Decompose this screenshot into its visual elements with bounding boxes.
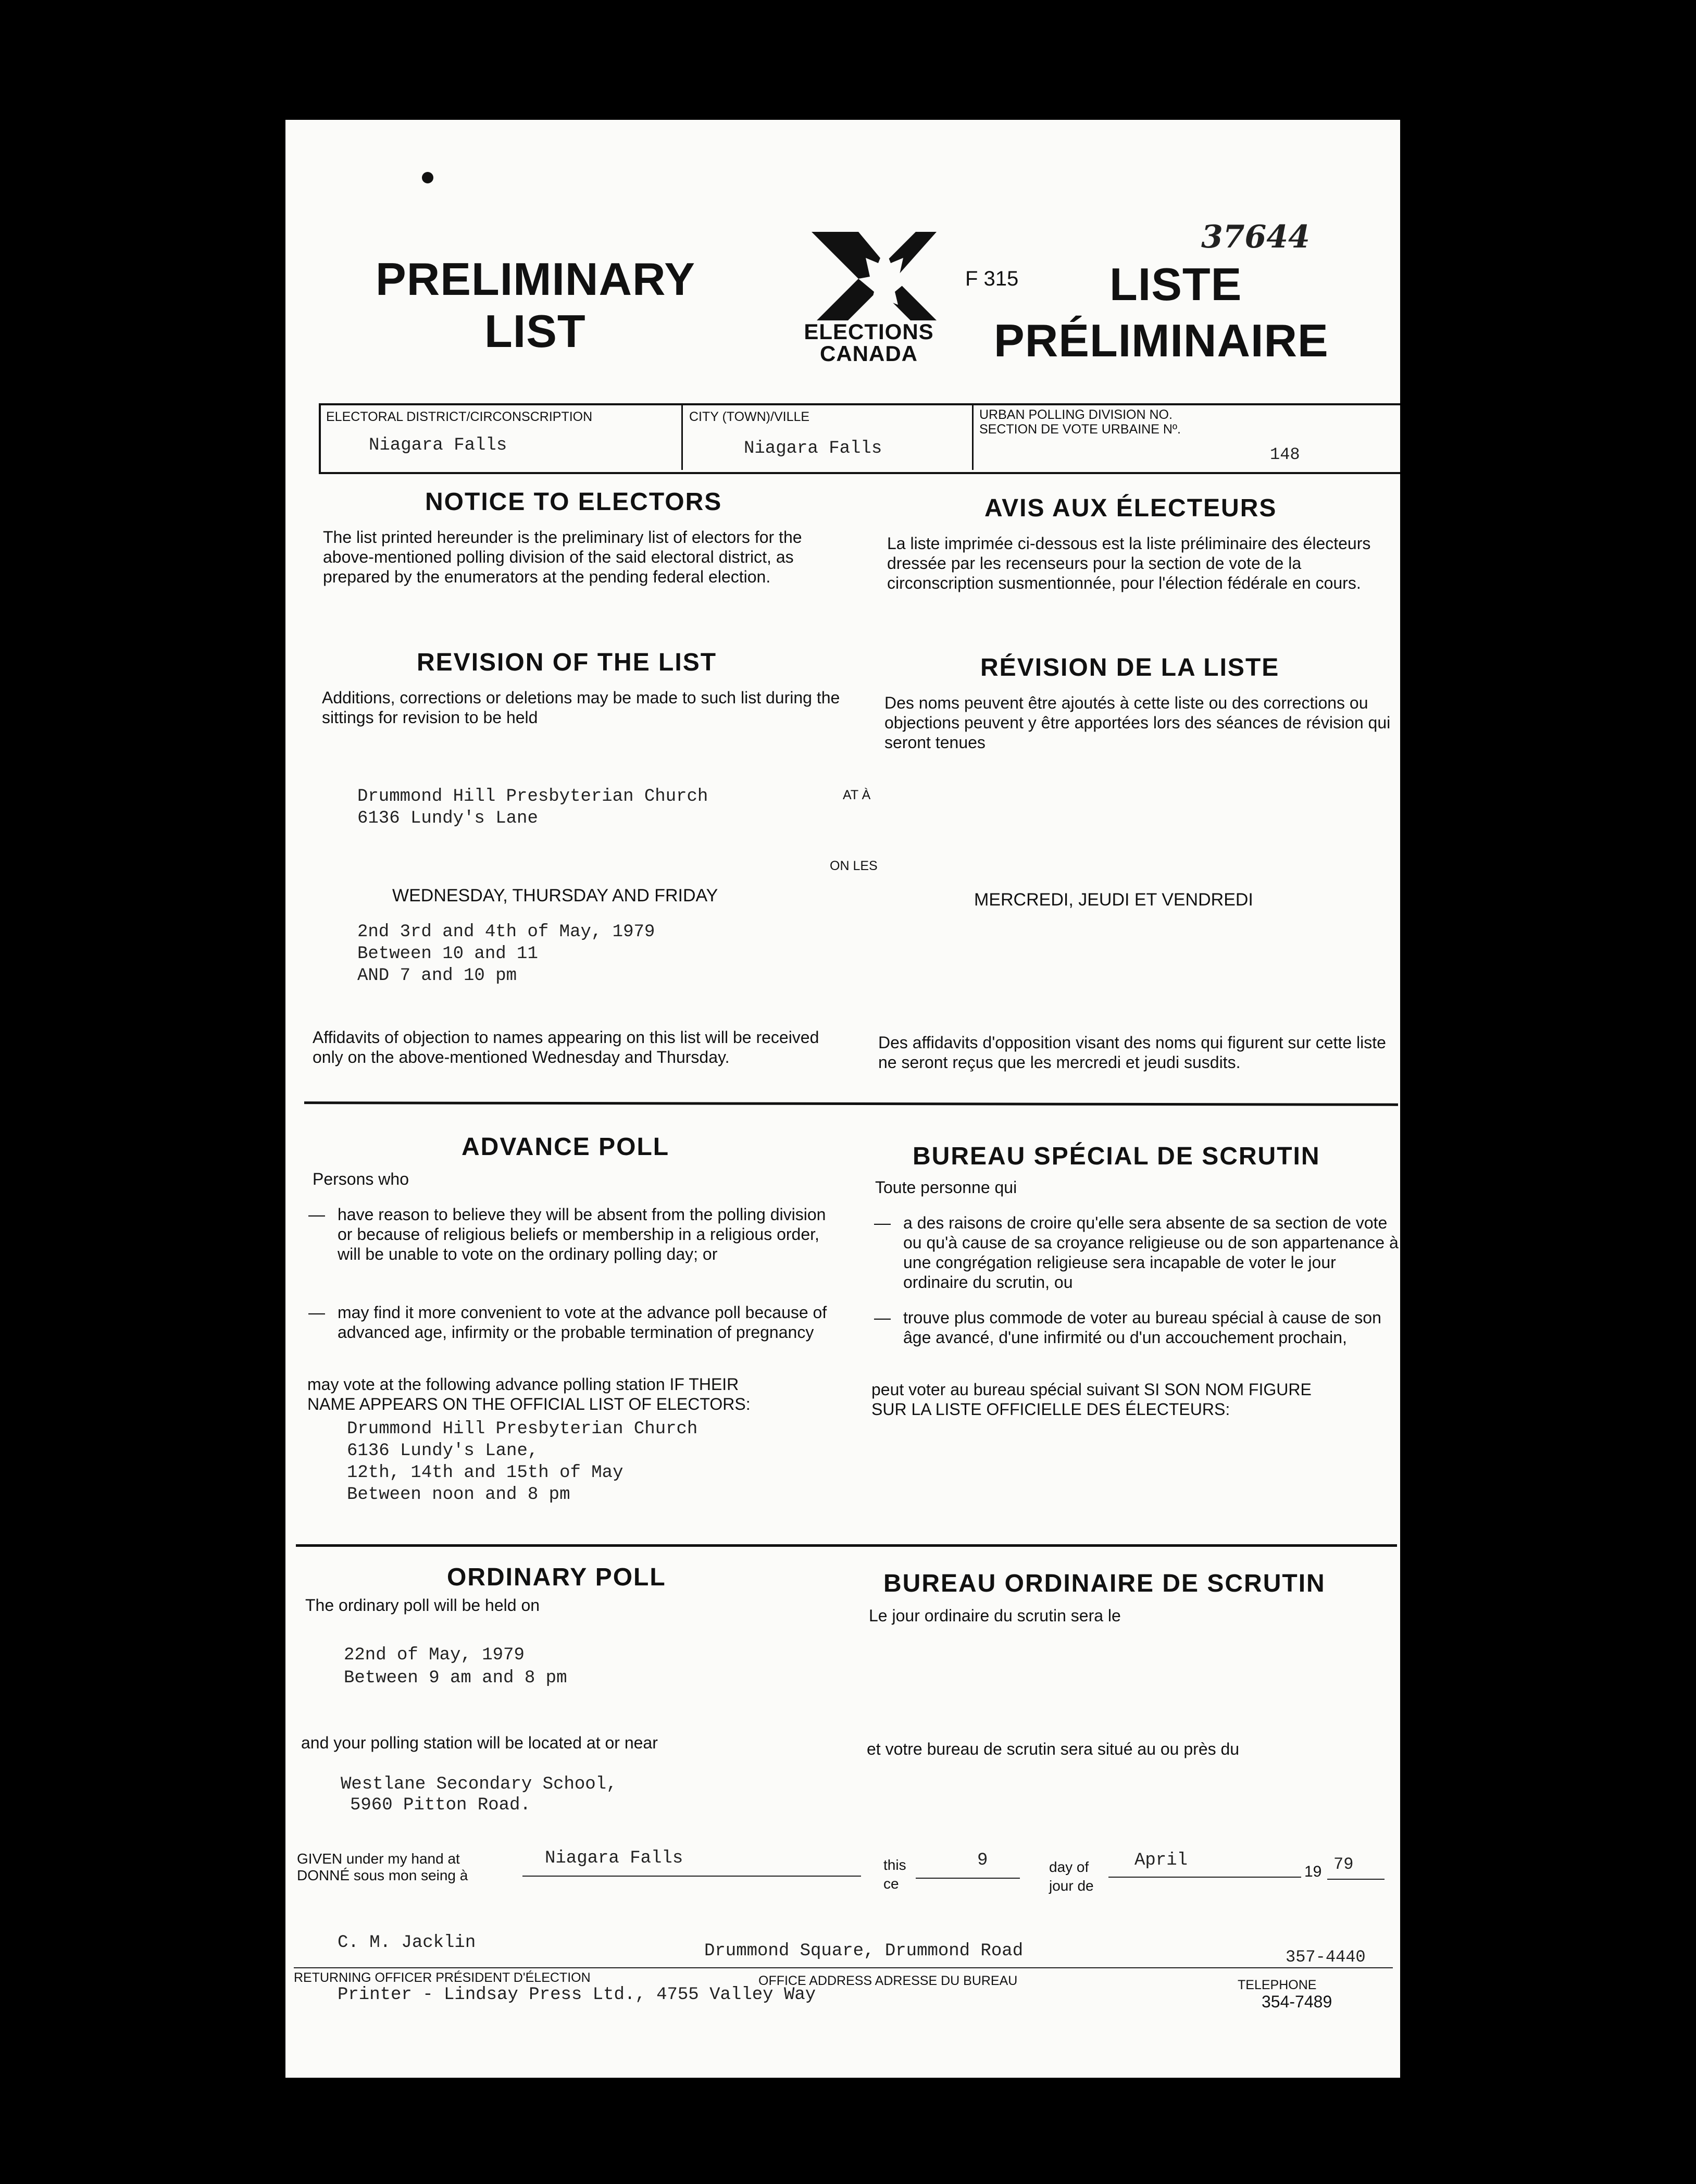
held-on-fr: Le jour ordinaire du scrutin sera le	[869, 1606, 1121, 1625]
on-label: ON LES	[830, 859, 878, 873]
officer-label: RETURNING OFFICER PRÉSIDENT D'ÉLECTION	[294, 1970, 591, 1985]
officer-address: Drummond Square, Drummond Road	[704, 1941, 1024, 1961]
this-fr: ce	[883, 1876, 899, 1892]
printer-phone: 354-7489	[1262, 1992, 1332, 2011]
revision-location-line1: Drummond Hill Presbyterian Church	[357, 787, 708, 806]
division-label-2: SECTION DE VOTE URBAINE Nº.	[979, 422, 1181, 437]
year-line	[1327, 1879, 1385, 1880]
at-label: AT À	[843, 788, 871, 802]
notice-text-en: The list printed hereunder is the preliminary list of electors for the above-mentioned polling division of the said electoral district, as prepared by the enumerators at the pending federal election.	[323, 528, 802, 586]
district-value: Niagara Falls	[369, 436, 507, 455]
ink-speck	[422, 172, 433, 183]
month-value: April	[1134, 1851, 1188, 1870]
may-vote-en-2: NAME APPEARS ON THE OFFICIAL LIST OF ELECTORS:	[307, 1395, 751, 1413]
advance-bullet1-en-text: have reason to believe they will be absent from the polling division or because of religious beliefs or membership in a religious order, will be unable to vote on the ordinary polling day; or	[338, 1205, 826, 1263]
ordinary-date-line2: Between 9 am and 8 pm	[344, 1668, 567, 1688]
revision-location-line2: 6136 Lundy's Lane	[357, 809, 538, 828]
maple-leaf-x-icon	[780, 227, 957, 320]
ordinary-heading-en: ORDINARY POLL	[447, 1563, 666, 1591]
day-value: 9	[977, 1851, 988, 1870]
day-of-en: day of	[1049, 1859, 1089, 1875]
officer-line	[294, 1967, 1393, 1968]
telephone-label: TELEPHONE	[1238, 1978, 1317, 1992]
advance-location-line1: Drummond Hill Presbyterian Church	[347, 1419, 698, 1439]
notice-heading-fr: AVIS AUX ÉLECTEURS	[984, 494, 1277, 522]
given-place-line	[522, 1876, 861, 1877]
advance-bullet2-fr: — trouve plus commode de voter au bureau spécial à cause de son âge avancé, d'une infirmité ou d'un accouchement prochain,	[874, 1308, 1400, 1347]
revision-text-fr: Des noms peuvent être ajoutés à cette liste ou des corrections ou objections peuvent y être apportées lors des séances de révision qui seront tenues	[884, 693, 1391, 752]
revision-dates-line2: Between 10 and 11	[357, 944, 538, 964]
given-fr: DONNÉ sous mon seing à	[297, 1867, 468, 1883]
affidavit-en: Affidavits of objection to names appearing on this list will be received only on the above-mentioned Wednesday and Thursday.	[313, 1028, 819, 1066]
may-vote-fr-1: peut voter au bureau spécial suivant SI SON NOM FIGURE	[871, 1380, 1312, 1399]
notice-document	[285, 120, 1400, 2078]
revision-dates-line3: AND 7 and 10 pm	[357, 966, 517, 986]
advance-bullet2-en-text: may find it more convenient to vote at the advance poll because of advanced age, infirmity or the probable termination of pregnancy	[338, 1303, 827, 1342]
day-line	[916, 1878, 1020, 1879]
title-fr-line1: LISTE	[1109, 258, 1242, 310]
advance-location-line4: Between noon and 8 pm	[347, 1485, 570, 1505]
division-value: 148	[1270, 445, 1300, 464]
notice-text-fr: La liste imprimée ci-dessous est la liste préliminaire des électeurs dressée par les recenseurs pour la section de vote de la circonscription susmentionnée, pour l'élection fédérale en cours.	[887, 534, 1371, 592]
officer-phone: 357-4440	[1286, 1947, 1366, 1967]
may-vote-en-1: may vote at the following advance polling station IF THEIR	[307, 1375, 739, 1394]
revision-dates-line1: 2nd 3rd and 4th of May, 1979	[357, 922, 655, 942]
advance-bullet2-en: — may find it more convenient to vote at the advance poll because of advanced age, infirmity or the probable termination of pregnancy	[308, 1302, 845, 1342]
advance-location-line2: 6136 Lundy's Lane,	[347, 1441, 539, 1461]
ordinary-date-line1: 22nd of May, 1979	[344, 1645, 525, 1665]
city-value: Niagara Falls	[744, 439, 882, 458]
month-line	[1108, 1877, 1301, 1878]
logo-line1: ELECTIONS	[804, 319, 934, 344]
title-fr-line2: PRÉLIMINAIRE	[994, 315, 1329, 366]
station-line2: 5960 Pitton Road.	[350, 1795, 531, 1815]
year-prefix: 19	[1304, 1863, 1322, 1880]
printer: Printer - Lindsay Press Ltd., 4755 Valley Way	[338, 1985, 816, 2005]
division-label-1: URBAN POLLING DIVISION NO.	[979, 407, 1173, 422]
given-place: Niagara Falls	[545, 1848, 683, 1868]
notice-heading-en: NOTICE TO ELECTORS	[425, 488, 722, 516]
this-en: this	[883, 1857, 906, 1873]
advance-bullet1-en: — have reason to believe they will be absent from the polling division or because of religious beliefs or membership in a religious order, will be unable to vote on the ordinary polling day; or	[308, 1205, 845, 1264]
advance-bullet1-fr: — a des raisons de croire qu'elle sera absente de sa section de vote ou qu'à cause de sa croyance religieuse ou de son appartenance à une congrégation religieuse sera incapable de voter le jour ordinaire du scrutin, ou	[874, 1213, 1400, 1292]
section-divider-2	[296, 1544, 1397, 1547]
day-of-fr: jour de	[1049, 1878, 1094, 1894]
station-fr: et votre bureau de scrutin sera situé au ou près du	[867, 1740, 1240, 1758]
ordinary-heading-fr: BUREAU ORDINAIRE DE SCRUTIN	[883, 1570, 1326, 1597]
may-vote-fr-2: SUR LA LISTE OFFICIELLE DES ÉLECTEURS:	[871, 1400, 1230, 1419]
title-en-line1: PRELIMINARY	[376, 253, 695, 305]
district-box-divider-2	[972, 405, 974, 470]
advance-heading-fr: BUREAU SPÉCIAL DE SCRUTIN	[913, 1143, 1320, 1170]
elections-canada-logo	[780, 227, 957, 366]
station-en: and your polling station will be located at or near	[301, 1733, 658, 1752]
year-value: 79	[1333, 1855, 1354, 1874]
logo-line2: CANADA	[820, 341, 918, 366]
officer-name: C. M. Jacklin	[338, 1933, 476, 1953]
affidavit-fr: Des affidavits d'opposition visant des noms qui figurent sur cette liste ne seront reçus que les mercredi et jeudi susdits.	[878, 1033, 1386, 1072]
form-code: F 315	[965, 267, 1019, 290]
revision-days-en: WEDNESDAY, THURSDAY AND FRIDAY	[392, 886, 718, 905]
revision-days-fr: MERCREDI, JEUDI ET VENDREDI	[974, 890, 1253, 910]
district-box-divider-1	[681, 405, 683, 470]
station-line1: Westlane Secondary School,	[341, 1774, 617, 1794]
persons-who: Persons who	[313, 1170, 409, 1188]
given-en: GIVEN under my hand at	[297, 1851, 460, 1867]
held-on-en: The ordinary poll will be held on	[305, 1596, 540, 1615]
section-divider-1	[304, 1101, 1398, 1106]
advance-heading-en: ADVANCE POLL	[462, 1133, 670, 1161]
office-label: OFFICE ADDRESS ADRESSE DU BUREAU	[758, 1974, 1018, 1988]
city-label: CITY (TOWN)/VILLE	[689, 409, 810, 424]
handwritten-number: 37644	[1201, 219, 1310, 255]
advance-bullet2-fr-text: trouve plus commode de voter au bureau spécial à cause de son âge avancé, d'une infirmité ou d'un accouchement prochain,	[903, 1308, 1381, 1347]
revision-heading-fr: RÉVISION DE LA LISTE	[980, 654, 1280, 681]
title-en-line2: LIST	[484, 305, 586, 357]
revision-heading-en: REVISION OF THE LIST	[417, 649, 717, 676]
revision-text-en: Additions, corrections or deletions may be made to such list during the sittings for revision to be held	[322, 688, 840, 727]
advance-location-line3: 12th, 14th and 15th of May	[347, 1463, 623, 1483]
district-label: ELECTORAL DISTRICT/CIRCONSCRIPTION	[326, 409, 593, 424]
toute-personne: Toute personne qui	[875, 1178, 1017, 1197]
advance-bullet1-fr-text: a des raisons de croire qu'elle sera absente de sa section de vote ou qu'à cause de sa croyance religieuse ou de son appartenance à une congrégation religieuse sera incapable de voter le jour ordinaire du scrutin, ou	[903, 1213, 1399, 1292]
